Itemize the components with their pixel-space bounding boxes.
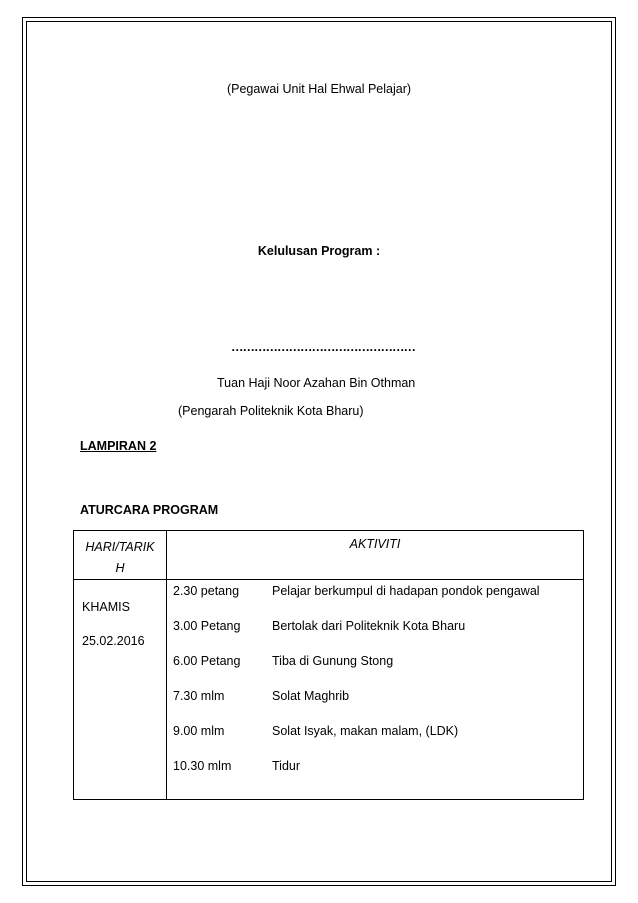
item-time: 3.00 Petang [173,619,241,633]
item-activity: Pelajar berkumpul di hadapan pondok pengawal [272,584,540,598]
schedule-item [173,724,583,759]
item-time: 7.30 mlm [173,689,225,703]
date-header: HARI/TARIK H [74,531,167,580]
schedule-item [173,689,583,724]
schedule-item [173,619,583,654]
day-name: KHAMIS [82,600,130,614]
day-date: 25.02.2016 [82,634,145,648]
item-activity: Tidur [272,759,301,773]
schedule-table [73,530,584,800]
item-time: 6.00 Petang [173,654,241,668]
program-heading: ATURCARA PROGRAM [80,503,219,517]
signatory-title: (Pengarah Politeknik Kota Bharu) [178,404,364,418]
item-activity: Tiba di Gunung Stong [272,654,394,668]
appendix-label: LAMPIRAN 2 [80,439,157,453]
table-row [74,580,584,800]
officer-title: (Pegawai Unit Hal Ehwal Pelajar) [226,82,412,96]
schedule-item [173,654,583,689]
schedule-item [173,759,583,794]
item-time: 9.00 mlm [173,724,225,738]
day-cell [74,580,167,800]
item-activity: Solat Isyak, makan malam, (LDK) [272,724,459,738]
item-time: 2.30 petang [173,584,240,598]
item-activity: Solat Maghrib [272,689,350,703]
schedule-item [173,584,583,619]
item-time: 10.30 mlm [173,759,232,773]
item-activity: Bertolak dari Politeknik Kota Bharu [272,619,466,633]
signatory-name: Tuan Haji Noor Azahan Bin Othman [217,376,416,390]
activity-cell [167,580,584,800]
approval-heading: Kelulusan Program : [257,244,381,258]
activity-header: AKTIVITI [167,531,584,580]
table-header-row [74,531,584,580]
signature-line: ………………………………………… [231,340,415,354]
